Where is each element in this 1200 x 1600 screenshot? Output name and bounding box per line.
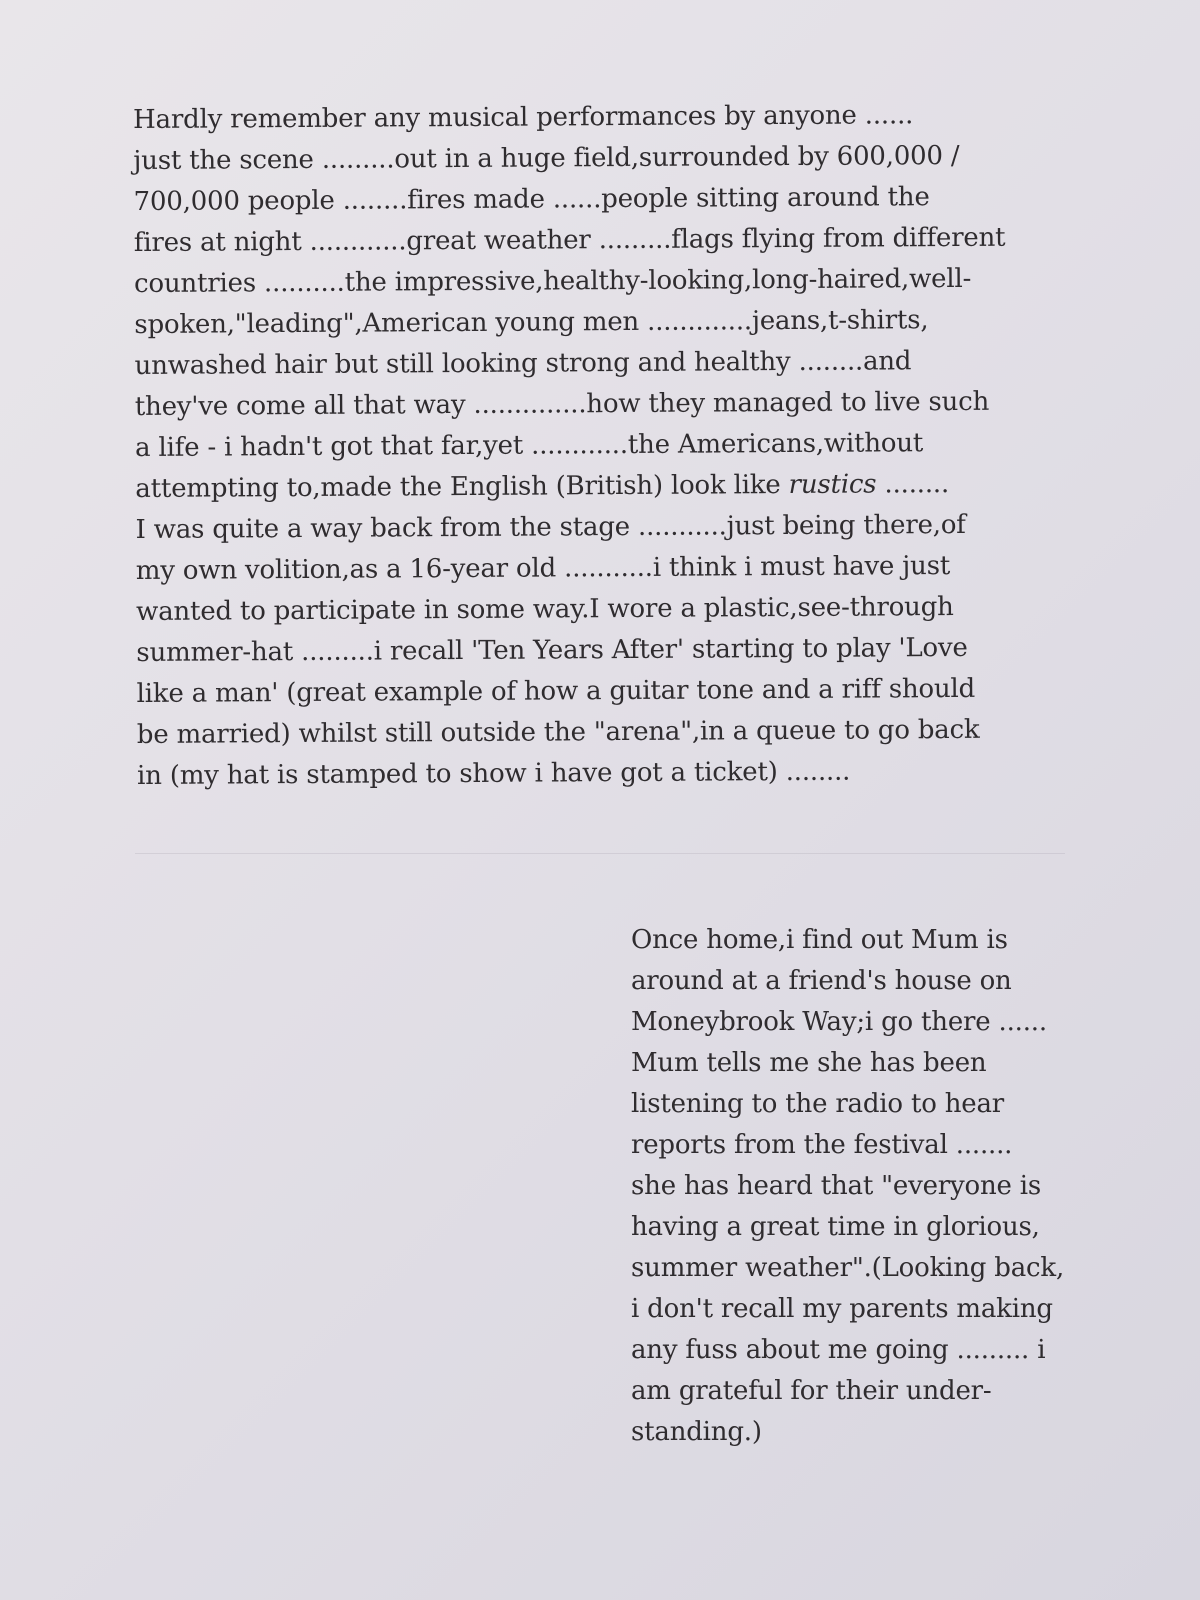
main-line-10-ellipsis: ........ <box>876 469 950 500</box>
main-line-17: in (my hat is stamped to show i have got a ticket) ........ <box>137 756 851 791</box>
main-line-13: wanted to participate in some way.I wore a plastic,see-through <box>136 591 954 627</box>
side-line-11: any fuss about me going ......... i <box>631 1335 1046 1365</box>
main-line-10-italic-word: rustics <box>788 469 877 501</box>
side-line-13: standing.) <box>631 1417 762 1447</box>
main-line-3: 700,000 people ........fires made ......people sitting around the <box>133 182 930 217</box>
main-line-6: spoken,"leading",American young men .............jeans,t-shirts, <box>134 305 929 340</box>
main-line-16: be married) whilst still outside the "arena",in a queue to go back <box>136 714 980 750</box>
main-paragraph <box>133 94 1137 797</box>
side-line-9: summer weather".(Looking back, <box>631 1253 1065 1283</box>
faint-divider <box>135 853 1065 854</box>
side-line-2: around at a friend's house on <box>631 966 1012 996</box>
side-line-12: am grateful for their under- <box>631 1376 992 1406</box>
main-line-8: they've come all that way ..............how they managed to live such <box>134 386 990 422</box>
main-line-9: a life - i hadn't got that far,yet ............the Americans,without <box>135 428 924 463</box>
side-line-7: she has heard that "everyone is <box>631 1171 1042 1201</box>
main-line-4: fires at night ............great weather .........flags flying from different <box>133 222 1006 258</box>
main-line-11: I was quite a way back from the stage ...........just being there,of <box>135 509 966 545</box>
main-line-10-text: attempting to,made the English (British) look like <box>135 470 789 504</box>
main-line-10 <box>135 463 1135 510</box>
main-line-14: summer-hat .........i recall 'Ten Years After' starting to play 'Love <box>136 632 968 668</box>
side-paragraph <box>631 920 1151 1453</box>
side-line-4: Mum tells me she has been <box>631 1048 987 1078</box>
side-line-10: i don't recall my parents making <box>631 1294 1053 1324</box>
main-line-1: Hardly remember any musical performances by anyone ...... <box>133 100 914 135</box>
side-line-6: reports from the festival ....... <box>631 1130 1013 1160</box>
main-line-7: unwashed hair but still looking strong and healthy ........and <box>134 346 912 381</box>
main-line-2: just the scene .........out in a huge field,surrounded by 600,000 / <box>133 140 960 176</box>
side-line-8: having a great time in glorious, <box>631 1212 1040 1242</box>
main-line-12: my own volition,as a 16-year old ...........i think i must have just <box>135 551 951 586</box>
side-line-5: listening to the radio to hear <box>631 1089 1004 1119</box>
main-line-15: like a man' (great example of how a guitar tone and a riff should <box>136 673 976 709</box>
side-line-3: Moneybrook Way;i go there ...... <box>631 1007 1047 1037</box>
side-line-1: Once home,i find out Mum is <box>631 925 1008 955</box>
main-line-5: countries ..........the impressive,healthy-looking,long-haired,well- <box>134 263 972 299</box>
